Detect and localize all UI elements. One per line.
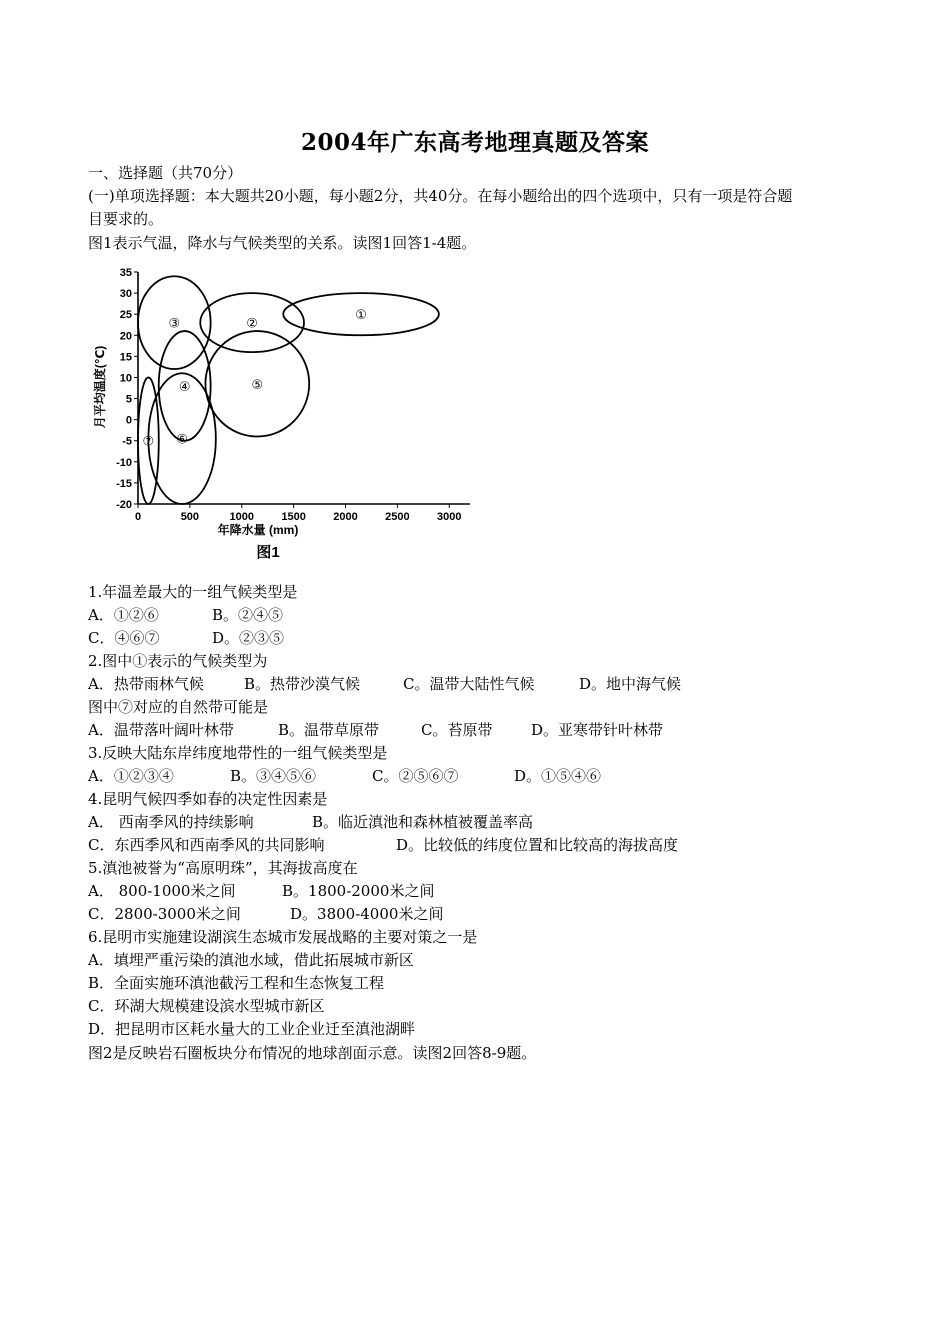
q2b-option-c[interactable]: C。苔原带 [421, 721, 493, 739]
q3-option-c[interactable]: C。②⑤⑥⑦ [372, 767, 459, 785]
q2b-options-row [88, 720, 663, 740]
q3-option-d[interactable]: D。①⑤④⑥ [514, 767, 602, 785]
y-tick-label: -5 [122, 435, 132, 448]
q3-option-b[interactable]: B。③④⑤⑥ [230, 767, 317, 785]
q1-option-a[interactable]: A．①②⑥ [88, 606, 159, 624]
q2-option-d[interactable]: D。地中海气候 [579, 675, 682, 693]
climate-region-label: ④ [178, 378, 191, 394]
q5-options-row-2 [88, 904, 443, 924]
x-tick-label: 1500 [281, 511, 306, 523]
y-axis-label: 月平均温度(℃) [93, 345, 107, 429]
y-tick-label: 25 [119, 309, 132, 322]
q3-options-row [88, 766, 601, 786]
q4-option-b[interactable]: B。临近滇池和森林植被覆盖率高 [312, 813, 534, 831]
figure-2-intro: 图2是反映岩石圈板块分布情况的地球剖面示意。读图2回答8-9题。 [88, 1044, 537, 1062]
q1-options-row-2 [88, 628, 284, 648]
y-tick-label: -20 [116, 499, 132, 511]
q2-option-a[interactable]: A．热带雨林气候 [88, 675, 204, 693]
q1-options-row-1 [88, 605, 283, 625]
q1-option-c[interactable]: C．④⑥⑦ [88, 629, 160, 647]
q1-option-b[interactable]: B。②④⑤ [212, 606, 284, 624]
climate-region-label: ⑤ [251, 376, 264, 392]
q2b-stem: 图中⑦对应的自然带可能是 [88, 698, 269, 716]
q6-option-c[interactable]: C．环湖大规模建设滨水型城市新区 [88, 997, 325, 1015]
figure-1-intro: 图1表示气温，降水与气候类型的关系。读图1回答1-4题。 [88, 234, 477, 252]
x-tick-label: 3000 [437, 511, 462, 523]
q2b-option-a[interactable]: A．温带落叶阔叶林带 [88, 721, 234, 739]
climate-region-label: ③ [168, 315, 181, 331]
q2-option-c[interactable]: C。温带大陆性气候 [403, 675, 535, 693]
q2-stem: 2.图中①表示的气候类型为 [88, 652, 268, 670]
q5-option-c[interactable]: C．2800-3000米之间 [88, 905, 241, 923]
q4-option-a[interactable]: A． 西南季风的持续影响 [88, 813, 254, 831]
instruction-line-1: (一)单项选择题：本大题共20小题，每小题2分，共40分。在每小题给出的四个选项中，只有一项是符合题 [88, 187, 793, 205]
q6-option-d[interactable]: D．把昆明市区耗水量大的工业企业迁至滇池湖畔 [88, 1020, 416, 1038]
figure-caption: 图1 [256, 544, 280, 561]
y-tick-label: 5 [125, 393, 132, 406]
climate-region-label: ② [246, 315, 258, 331]
section-heading: 一、选择题（共70分） [88, 164, 243, 182]
q1-option-d[interactable]: D。②③⑤ [212, 629, 285, 647]
q4-option-c[interactable]: C．东西季风和西南季风的共同影响 [88, 836, 325, 854]
q6-option-a[interactable]: A．填埋严重污染的滇池水域，借此拓展城市新区 [88, 951, 414, 969]
climate-chart [88, 262, 478, 567]
climate-regions [138, 276, 439, 504]
q4-options-row-1 [88, 812, 533, 832]
y-tick-label: 10 [119, 372, 132, 385]
q2b-option-b[interactable]: B。温带草原带 [278, 721, 380, 739]
climate-region-label: ① [355, 307, 367, 323]
x-tick-label: 1000 [229, 511, 254, 523]
q3-stem: 3.反映大陆东岸纬度地带性的一组气候类型是 [88, 744, 388, 762]
instruction-line-2: 目要求的。 [88, 210, 164, 228]
q6-option-b[interactable]: B．全面实施环滇池截污工程和生态恢复工程 [88, 974, 385, 992]
x-tick-label: 0 [134, 511, 142, 523]
x-tick-label: 2500 [385, 511, 410, 523]
q4-stem: 4.昆明气候四季如春的决定性因素是 [88, 790, 328, 808]
q2b-option-d[interactable]: D。亚寒带针叶林带 [531, 721, 664, 739]
y-tick-label: 0 [125, 414, 132, 427]
y-tick-label: -10 [116, 456, 132, 469]
x-tick-label: 500 [180, 511, 200, 523]
q2-options-row [88, 674, 681, 694]
page-title: 2004年广东高考地理真题及答案 [300, 129, 649, 156]
y-tick-label: -15 [116, 477, 132, 490]
q6-stem: 6.昆明市实施建设湖滨生态城市发展战略的主要对策之一是 [88, 928, 478, 946]
q3-option-a[interactable]: A．①②③④ [88, 767, 174, 785]
climate-region-label: ⑦ [142, 433, 155, 449]
q5-stem: 5.滇池被誉为“高原明珠”，其海拔高度在 [88, 859, 358, 877]
q2-option-b[interactable]: B。热带沙漠气候 [244, 675, 361, 693]
q4-option-d[interactable]: D。比较低的纬度位置和比较高的海拔高度 [396, 836, 679, 854]
y-tick-label: 15 [119, 351, 132, 364]
q5-option-b[interactable]: B。1800-2000米之间 [282, 882, 435, 900]
y-tick-label: 35 [119, 267, 132, 279]
y-tick-label: 20 [119, 330, 132, 343]
climate-region-label: ⑥ [176, 431, 188, 447]
q4-options-row-2 [88, 835, 678, 855]
q5-options-row-1 [88, 881, 434, 901]
x-tick-label: 2000 [333, 511, 358, 523]
q5-option-a[interactable]: A． 800-1000米之间 [88, 882, 236, 900]
y-tick-label: 30 [119, 288, 132, 301]
x-axis-label: 年降水量 (mm) [217, 523, 299, 537]
q5-option-d[interactable]: D。3800-4000米之间 [290, 905, 444, 923]
q1-stem: 1.年温差最大的一组气候类型是 [88, 583, 298, 601]
